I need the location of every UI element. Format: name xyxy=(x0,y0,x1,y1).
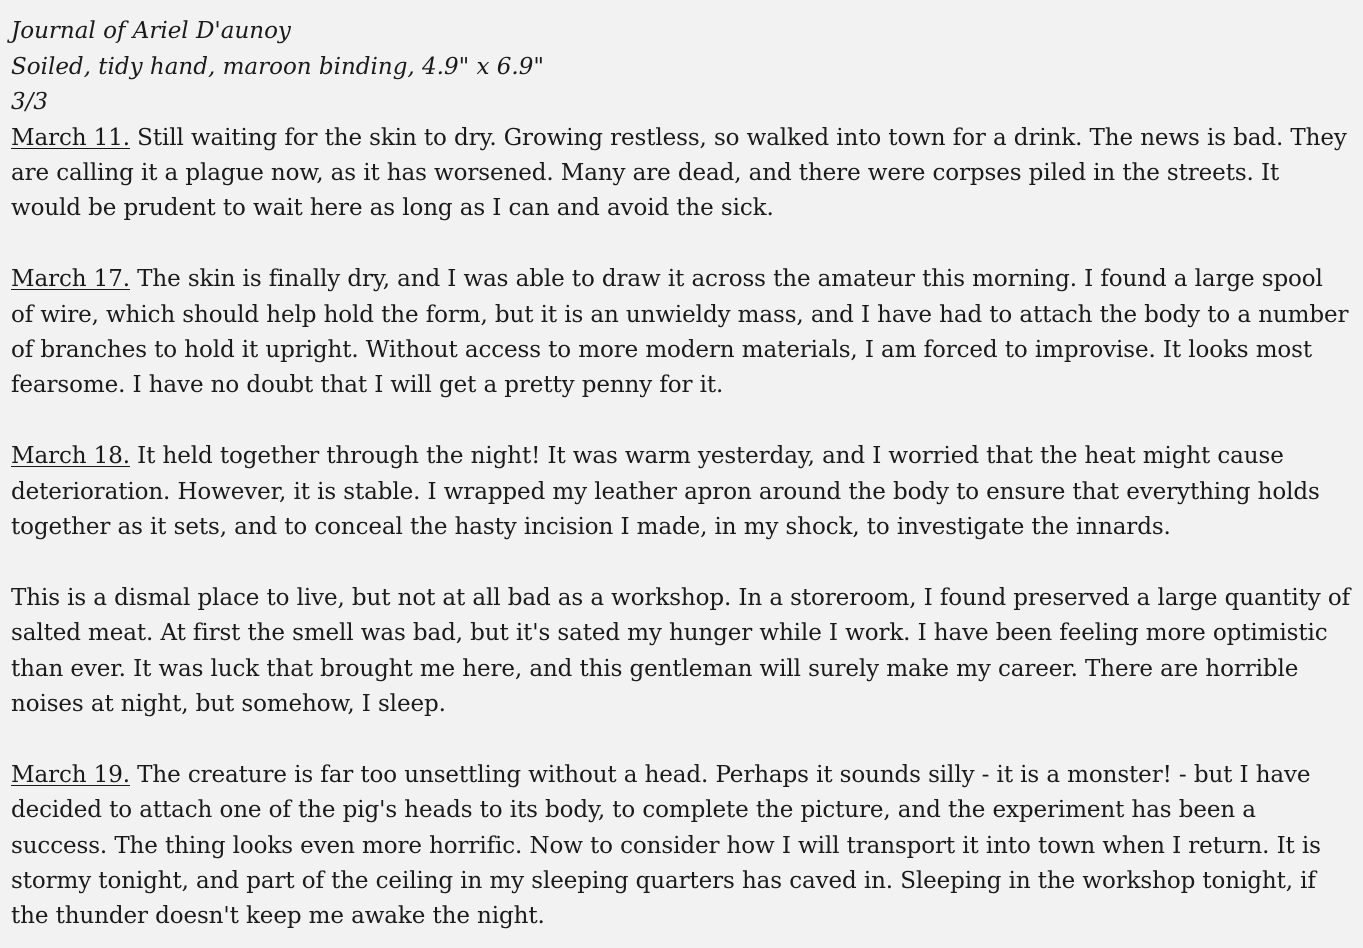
journal-header xyxy=(11,14,1352,121)
entry-date: March 11. xyxy=(11,124,130,151)
entry-text: The skin is finally dry, and I was able to draw it across the amateur this morning. I found a large spool of wire, which should help hold the form, but it is an unwieldy mass, and I have had to attach the body to a number of branches to hold it upright. Without access to more modern materials, I am forced to improvise. It looks most fearsome. I have no doubt that I will get a pretty penny for it. xyxy=(11,266,1349,399)
journal-entry xyxy=(11,758,1352,935)
entry-date: March 17. xyxy=(11,266,130,293)
entry-text: The creature is far too unsettling without a head. Perhaps it sounds silly - it is a monster! - but I have decided to attach one of the pig's heads to its body, to complete the picture, and the experiment has been a success. The thing looks even more horrific. Now to consider how I will transport it into town when I return. It is stormy tonight, and part of the ceiling in my sleeping quarters has caved in. Sleeping in the workshop tonight, if the thunder doesn't keep me awake the night. xyxy=(11,761,1321,930)
journal-description: Soiled, tidy hand, maroon binding, 4.9" x 6.9" xyxy=(11,53,544,80)
journal-entry xyxy=(11,439,1352,545)
entry-date: March 19. xyxy=(11,761,130,788)
journal-entry xyxy=(11,121,1352,227)
entry-text: Still waiting for the skin to dry. Growing restless, so walked into town for a drink. The news is bad. They are calling it a plague now, as it has worsened. Many are dead, and there were corpses piled in the streets. It would be prudent to wait here as long as I can and avoid the sick. xyxy=(11,124,1347,222)
journal-entry xyxy=(11,262,1352,404)
entry-text: It held together through the night! It was warm yesterday, and I worried that the heat might cause deterioration. However, it is stable. I wrapped my leather apron around the body to ensure that everything holds together as it sets, and to conceal the hasty incision I made, in my shock, to investigate the innards. xyxy=(11,443,1320,540)
entry-text: This is a dismal place to live, but not at all bad as a workshop. In a storeroom, I found preserved a large quantity of salted meat. At first the smell was bad, but it's sated my hunger while I work. I have been feeling more optimistic than ever. It was luck that brought me here, and this gentleman will surely make my career. There are horrible noises at night, but somehow, I sleep. xyxy=(11,584,1351,717)
journal-title: Journal of Ariel D'aunoy xyxy=(11,18,291,44)
journal-entry xyxy=(11,581,1352,723)
entry-date: March 18. xyxy=(11,443,130,470)
page-number: 3/3 xyxy=(11,89,49,115)
